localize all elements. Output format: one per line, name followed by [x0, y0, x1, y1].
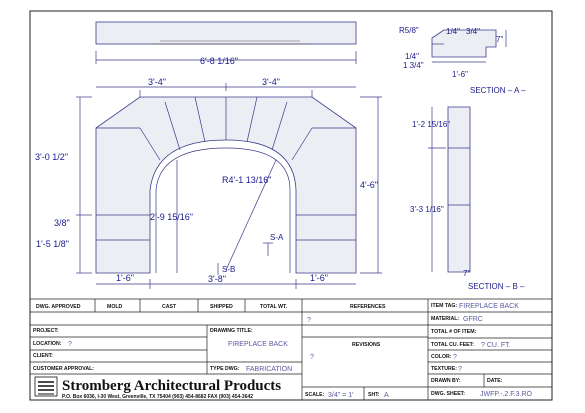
label-texture: TEXTURE:	[431, 366, 457, 372]
label-mold: MOLD	[107, 304, 123, 310]
label-drawn-by: DRAWN BY:	[431, 378, 461, 384]
dim-sec-a-top2: 3/4"	[466, 27, 480, 36]
label-date: DATE:	[487, 378, 503, 384]
label-customer-approval: CUSTOMER APPROVAL:	[33, 366, 95, 372]
value-scale: 3/4" = 1'	[328, 392, 354, 399]
label-revisions: REVISIONS	[352, 342, 381, 348]
dim-opening: 3'-8"	[208, 274, 226, 284]
dim-left-small: 3/8"	[54, 218, 70, 228]
value-item-tag: FIREPLACE BACK	[459, 303, 519, 310]
front-elevation	[35, 77, 382, 289]
label-project: PROJECT:	[33, 328, 59, 334]
dim-overall-width: 6'-8 1/16"	[200, 56, 238, 66]
label-references: REFERENCES	[350, 304, 386, 310]
dim-leg-right: 1'-6"	[310, 273, 328, 283]
value-sht: A	[384, 392, 389, 399]
label-material: MATERIAL:	[431, 316, 460, 322]
dim-sec-b-lower: 3'-3 1/16"	[410, 205, 444, 214]
label-total-wt: TOTAL WT.	[260, 304, 288, 310]
label-dwg-sheet: DWG. SHEET:	[431, 391, 466, 397]
value-location: ?	[68, 341, 72, 348]
value-revisions: ?	[310, 354, 314, 361]
dim-sec-a-r: R5/8"	[399, 26, 419, 35]
value-material: GFRC	[463, 316, 483, 323]
label-item-tag: ITEM TAG:	[431, 303, 458, 309]
section-a-view	[399, 26, 526, 95]
label-drawing-title: DRAWING TITLE:	[210, 328, 253, 334]
dim-radius: R4'-1 13/16"	[222, 175, 272, 185]
label-type-dwg: TYPE DWG:	[210, 366, 240, 372]
label-scale: SCALE:	[305, 392, 325, 398]
value-total-cu: ? CU. FT.	[481, 342, 511, 349]
dim-leg-left: 1'-6"	[116, 273, 134, 283]
label-cast: CAST	[162, 304, 177, 310]
label-color: COLOR:	[431, 354, 452, 360]
dim-sec-b-bottom: 7"	[463, 269, 471, 278]
label-location: LOCATION:	[33, 341, 62, 347]
dim-sec-a-q: 1/4"	[405, 52, 419, 61]
dim-left-upper: 3'-0 1/2"	[35, 152, 68, 162]
dim-sec-b-upper: 1'-2 15/16"	[412, 120, 451, 129]
label-total-cu: TOTAL CU. FEET:	[431, 342, 474, 348]
label-sht: SHT:	[368, 392, 380, 398]
marker-section-b: S-B	[222, 265, 236, 274]
company-address: P.O. Box 6036, I-30 West, Greenville, TX 75404 (903) 454-8682 FAX (903) 454-3642	[62, 394, 254, 400]
section-b-title: SECTION – B –	[468, 282, 525, 291]
dim-left-half: 3'-4"	[148, 77, 166, 87]
value-texture: ?	[458, 366, 462, 373]
label-shipped: SHIPPED	[210, 304, 233, 310]
value-drawing-title: FIREPLACE BACK	[228, 341, 288, 348]
dim-sec-a-top1: 1/4"	[446, 27, 460, 36]
value-color: ?	[453, 354, 457, 361]
dim-inner-height: 2'-9 15/16"	[150, 212, 193, 222]
dim-right-half: 3'-4"	[262, 77, 280, 87]
company-logo	[35, 377, 57, 396]
dim-height-total: 4'-6"	[360, 180, 378, 190]
top-plan-view	[96, 22, 356, 66]
label-client: CLIENT:	[33, 353, 53, 359]
dim-sec-a-bottom: 1'-6"	[452, 70, 468, 79]
section-b-view	[410, 107, 525, 291]
section-a-title: SECTION – A –	[470, 86, 526, 95]
company-name: Stromberg Architectural Products	[62, 378, 282, 394]
marker-section-a: S-A	[270, 233, 284, 242]
dim-sec-a-7: 7"	[496, 35, 504, 44]
value-dwg-sheet: JWFP.-.2.F.3.RO	[480, 391, 532, 398]
dim-sec-a-134: 1 3/4"	[403, 61, 424, 70]
dim-left-lower: 1'-5 1/8"	[36, 239, 69, 249]
label-total-items: TOTAL # OF ITEM:	[431, 329, 477, 335]
label-dwg-approved: DWG. APPROVED	[36, 304, 81, 310]
value-references: ?	[307, 317, 311, 324]
value-type-dwg: FABRICATION	[246, 366, 293, 373]
